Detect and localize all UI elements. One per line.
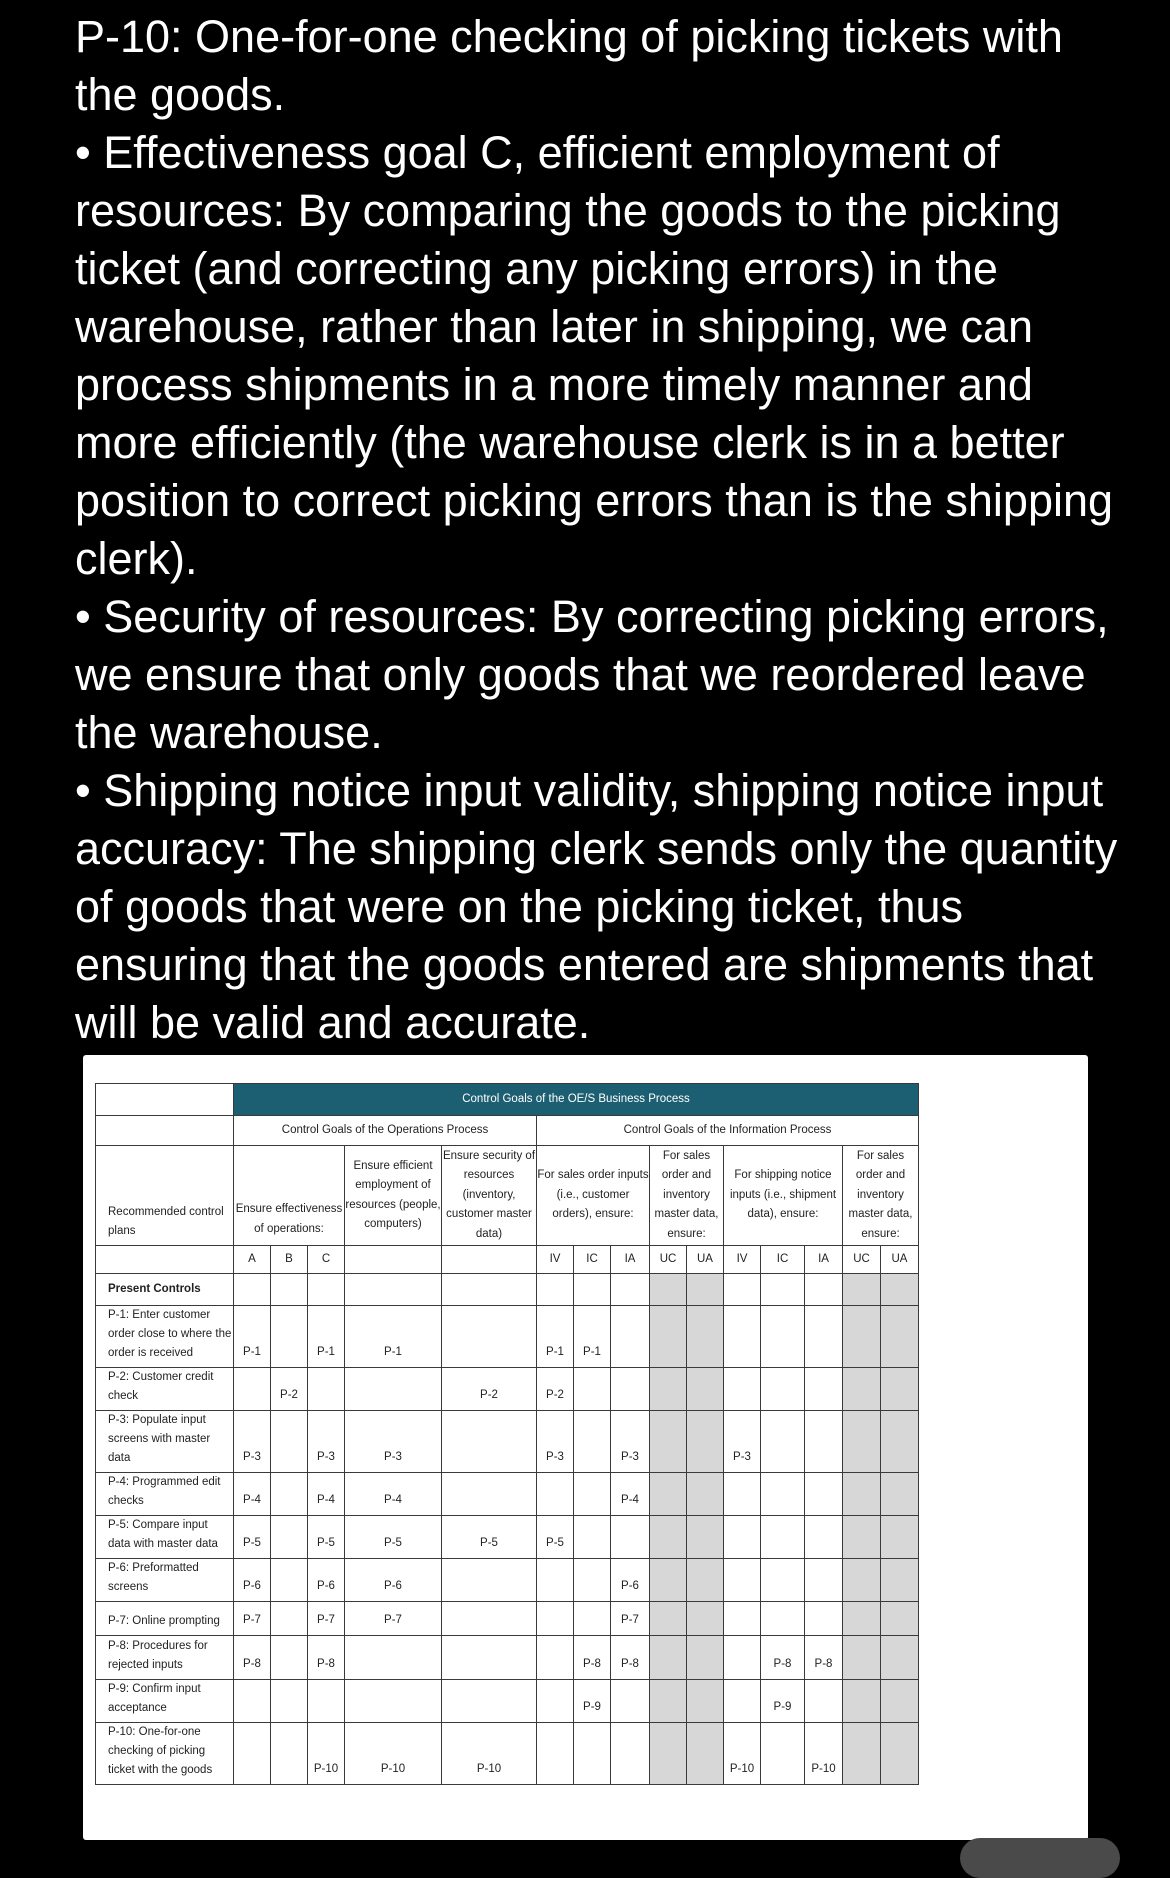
subcol-uc-2: UC	[843, 1246, 881, 1274]
matrix-cell-iv2	[724, 1559, 761, 1602]
shaded-cell	[687, 1636, 724, 1680]
home-indicator	[960, 1838, 1120, 1878]
matrix-cell-iv1	[537, 1636, 574, 1680]
goal-sales-order-inputs: For sales order inputs (i.e., customer orders), ensure:	[537, 1146, 650, 1246]
control-row-label: P-4: Programmed edit checks	[96, 1473, 234, 1516]
matrix-cell-sec	[442, 1559, 537, 1602]
bullet-efficient-employment: • Effectiveness goal C, efficient employment of resources: By comparing the goods to the picking ticket (and correcting any picking errors) in the warehouse, rather than later in shipping, we can process shipments in a more timely manner and more efficiently (the warehouse clerk is in a better position to correct picking errors than is the shipping clerk).	[75, 127, 1114, 584]
matrix-cell-ia1	[611, 1680, 650, 1723]
bullet-security-of-resources: • Security of resources: By correcting picking errors, we ensure that only goods that we reordered leave the warehouse.	[75, 591, 1109, 758]
shaded-cell	[843, 1411, 881, 1473]
shaded-cell	[650, 1368, 687, 1411]
matrix-cell-ia2	[805, 1473, 843, 1516]
matrix-cell-ic1	[574, 1411, 611, 1473]
recommended-control-plans-label: Recommended control plans	[96, 1146, 234, 1246]
shaded-cell	[843, 1516, 881, 1559]
control-row	[96, 1473, 919, 1516]
control-row-label: P-7: Online prompting	[96, 1602, 234, 1636]
matrix-cell-a: P-5	[234, 1516, 271, 1559]
subcol-efficient	[345, 1246, 442, 1274]
shaded-cell	[881, 1473, 919, 1516]
matrix-cell-sec	[442, 1636, 537, 1680]
matrix-cell-ic1	[574, 1602, 611, 1636]
matrix-cell-eff: P-5	[345, 1516, 442, 1559]
control-row	[96, 1516, 919, 1559]
slide-title: P-10: One-for-one checking of picking tickets with the goods.	[75, 11, 1063, 120]
goal-efficient-employment: Ensure efficient employment of resources (people, computers)	[345, 1146, 442, 1246]
shaded-cell	[843, 1680, 881, 1723]
matrix-cell-ic1	[574, 1559, 611, 1602]
control-row	[96, 1602, 919, 1636]
matrix-cell-ic1: P-1	[574, 1306, 611, 1368]
matrix-cell-ia2: P-8	[805, 1636, 843, 1680]
matrix-cell-ic2	[761, 1411, 805, 1473]
matrix-cell-iv1	[537, 1559, 574, 1602]
matrix-cell-ia1	[611, 1723, 650, 1785]
matrix-cell-a	[234, 1680, 271, 1723]
control-row-label: P-2: Customer credit check	[96, 1368, 234, 1411]
shaded-cell	[650, 1559, 687, 1602]
matrix-cell-ia1: P-6	[611, 1559, 650, 1602]
matrix-cell-a: P-7	[234, 1602, 271, 1636]
shaded-cell	[650, 1636, 687, 1680]
matrix-cell-eff: P-7	[345, 1602, 442, 1636]
matrix-cell-ic2: P-8	[761, 1636, 805, 1680]
matrix-cell-c: P-5	[308, 1516, 345, 1559]
matrix-cell-ia2	[805, 1680, 843, 1723]
matrix-cell-c: P-7	[308, 1602, 345, 1636]
matrix-cell-a: P-8	[234, 1636, 271, 1680]
matrix-cell-ia2	[805, 1602, 843, 1636]
matrix-cell-c: P-10	[308, 1723, 345, 1785]
shaded-cell	[650, 1473, 687, 1516]
matrix-cell-ia2	[805, 1368, 843, 1411]
matrix-cell-iv1: P-5	[537, 1516, 574, 1559]
matrix-cell-ic1	[574, 1516, 611, 1559]
subcol-iv: IV	[537, 1246, 574, 1274]
corner-cell	[96, 1084, 234, 1116]
control-row	[96, 1680, 919, 1723]
subcol-ia-shipping: IA	[805, 1246, 843, 1274]
control-row-label: P-1: Enter customer order close to where the order is received	[96, 1306, 234, 1368]
shaded-cell	[650, 1723, 687, 1785]
matrix-cell-sec	[442, 1411, 537, 1473]
matrix-cell-ia2: P-10	[805, 1723, 843, 1785]
matrix-cell-ic2	[761, 1368, 805, 1411]
matrix-cell-sec	[442, 1680, 537, 1723]
matrix-cell-b	[271, 1306, 308, 1368]
control-matrix-table	[95, 1083, 919, 1785]
matrix-cell-sec: P-10	[442, 1723, 537, 1785]
matrix-cell-ic2	[761, 1559, 805, 1602]
shaded-cell	[843, 1723, 881, 1785]
matrix-cell-eff: P-3	[345, 1411, 442, 1473]
matrix-cell-eff: P-4	[345, 1473, 442, 1516]
matrix-cell-ic2	[761, 1602, 805, 1636]
subcol-b: B	[271, 1246, 308, 1274]
matrix-cell-a: P-6	[234, 1559, 271, 1602]
matrix-cell-eff	[345, 1680, 442, 1723]
control-row-label: P-6: Preformatted screens	[96, 1559, 234, 1602]
control-row	[96, 1559, 919, 1602]
control-row-label: P-9: Confirm input acceptance	[96, 1680, 234, 1723]
matrix-cell-ic1: P-9	[574, 1680, 611, 1723]
matrix-cell-c	[308, 1368, 345, 1411]
operations-header: Control Goals of the Operations Process	[234, 1116, 537, 1146]
matrix-cell-a	[234, 1368, 271, 1411]
shaded-cell	[650, 1306, 687, 1368]
shaded-cell	[687, 1602, 724, 1636]
shaded-cell	[881, 1559, 919, 1602]
matrix-cell-ic1	[574, 1473, 611, 1516]
shaded-cell	[843, 1559, 881, 1602]
subcol-ic: IC	[574, 1246, 611, 1274]
shaded-cell	[881, 1516, 919, 1559]
matrix-cell-iv2	[724, 1602, 761, 1636]
matrix-cell-iv2: P-10	[724, 1723, 761, 1785]
shaded-cell	[650, 1516, 687, 1559]
shaded-cell	[843, 1473, 881, 1516]
control-row-label: P-10: One-for-one checking of picking ticket with the goods	[96, 1723, 234, 1785]
information-header: Control Goals of the Information Process	[537, 1116, 919, 1146]
matrix-cell-ia2	[805, 1516, 843, 1559]
shaded-cell	[843, 1368, 881, 1411]
shaded-cell	[650, 1680, 687, 1723]
matrix-cell-ic2	[761, 1473, 805, 1516]
matrix-cell-b	[271, 1516, 308, 1559]
matrix-cell-a: P-1	[234, 1306, 271, 1368]
matrix-cell-sec: P-5	[442, 1516, 537, 1559]
shaded-cell	[687, 1411, 724, 1473]
matrix-cell-iv1	[537, 1723, 574, 1785]
matrix-cell-b	[271, 1723, 308, 1785]
shaded-cell	[650, 1411, 687, 1473]
matrix-cell-sec	[442, 1306, 537, 1368]
goal-security: Ensure security of resources (inventory, customer master data)	[442, 1146, 537, 1246]
matrix-cell-c: P-1	[308, 1306, 345, 1368]
matrix-cell-c: P-3	[308, 1411, 345, 1473]
shaded-cell	[881, 1602, 919, 1636]
matrix-cell-eff: P-6	[345, 1559, 442, 1602]
subcol-iv-shipping: IV	[724, 1246, 761, 1274]
matrix-cell-ic1	[574, 1723, 611, 1785]
matrix-cell-b	[271, 1602, 308, 1636]
slide-text	[75, 8, 1135, 1052]
shaded-cell	[881, 1723, 919, 1785]
matrix-cell-iv2	[724, 1473, 761, 1516]
shaded-cell	[687, 1680, 724, 1723]
matrix-cell-ic2	[761, 1516, 805, 1559]
matrix-cell-iv1	[537, 1680, 574, 1723]
matrix-cell-iv2	[724, 1516, 761, 1559]
subcol-security	[442, 1246, 537, 1274]
control-row	[96, 1723, 919, 1785]
matrix-cell-b	[271, 1559, 308, 1602]
matrix-cell-iv2	[724, 1368, 761, 1411]
subcol-ua-2: UA	[881, 1246, 919, 1274]
matrix-cell-eff	[345, 1368, 442, 1411]
matrix-cell-ia2	[805, 1559, 843, 1602]
subcol-label-cell	[96, 1246, 234, 1274]
subcol-ia: IA	[611, 1246, 650, 1274]
matrix-cell-ia1	[611, 1368, 650, 1411]
subcol-a: A	[234, 1246, 271, 1274]
control-row-label: P-3: Populate input screens with master data	[96, 1411, 234, 1473]
matrix-cell-iv1: P-3	[537, 1411, 574, 1473]
shaded-cell	[881, 1636, 919, 1680]
matrix-cell-b	[271, 1636, 308, 1680]
matrix-cell-c	[308, 1680, 345, 1723]
shaded-cell	[881, 1680, 919, 1723]
matrix-cell-iv1: P-1	[537, 1306, 574, 1368]
matrix-cell-ic2: P-9	[761, 1680, 805, 1723]
matrix-cell-ia1	[611, 1516, 650, 1559]
matrix-cell-sec	[442, 1473, 537, 1516]
matrix-cell-ia1: P-7	[611, 1602, 650, 1636]
matrix-cell-ia1: P-8	[611, 1636, 650, 1680]
matrix-cell-eff: P-10	[345, 1723, 442, 1785]
shaded-cell	[843, 1636, 881, 1680]
shaded-cell	[687, 1368, 724, 1411]
shaded-cell	[687, 1723, 724, 1785]
matrix-cell-b	[271, 1411, 308, 1473]
shaded-cell	[650, 1602, 687, 1636]
present-controls-label: Present Controls	[96, 1274, 234, 1306]
control-row-label: P-8: Procedures for rejected inputs	[96, 1636, 234, 1680]
subcol-ic-shipping: IC	[761, 1246, 805, 1274]
shaded-cell	[843, 1602, 881, 1636]
shaded-cell	[687, 1306, 724, 1368]
control-row	[96, 1411, 919, 1473]
bullet-shipping-notice: • Shipping notice input validity, shipping notice input accuracy: The shipping clerk sends only the quantity of goods that were on the picking ticket, thus ensuring that the goods entered are shipments that will be valid and accurate.	[75, 765, 1118, 1048]
corner-cell-2	[96, 1116, 234, 1146]
matrix-cell-a: P-4	[234, 1473, 271, 1516]
matrix-cell-ia1: P-4	[611, 1473, 650, 1516]
control-row-label: P-5: Compare input data with master data	[96, 1516, 234, 1559]
shaded-cell	[687, 1559, 724, 1602]
matrix-cell-ic1: P-8	[574, 1636, 611, 1680]
matrix-cell-a	[234, 1723, 271, 1785]
matrix-cell-b	[271, 1473, 308, 1516]
matrix-cell-iv2	[724, 1306, 761, 1368]
matrix-cell-eff	[345, 1636, 442, 1680]
matrix-cell-iv1	[537, 1473, 574, 1516]
matrix-cell-a: P-3	[234, 1411, 271, 1473]
main-header: Control Goals of the OE/S Business Process	[234, 1084, 919, 1116]
goal-sales-master-data: For sales order and inventory master data, ensure:	[650, 1146, 724, 1246]
matrix-cell-sec	[442, 1602, 537, 1636]
control-row	[96, 1368, 919, 1411]
matrix-cell-iv1: P-2	[537, 1368, 574, 1411]
goal-sales-master-data-2: For sales order and inventory master data, ensure:	[843, 1146, 919, 1246]
matrix-cell-ia1	[611, 1306, 650, 1368]
control-matrix-figure	[83, 1055, 1088, 1840]
matrix-cell-b	[271, 1680, 308, 1723]
matrix-cell-sec: P-2	[442, 1368, 537, 1411]
shaded-cell	[881, 1368, 919, 1411]
matrix-cell-iv2	[724, 1680, 761, 1723]
control-row	[96, 1636, 919, 1680]
matrix-cell-c: P-4	[308, 1473, 345, 1516]
control-rows	[96, 1306, 919, 1785]
matrix-cell-ia1: P-3	[611, 1411, 650, 1473]
shaded-cell	[687, 1473, 724, 1516]
subcol-uc: UC	[650, 1246, 687, 1274]
matrix-cell-ic1	[574, 1368, 611, 1411]
matrix-cell-iv2: P-3	[724, 1411, 761, 1473]
matrix-cell-iv2	[724, 1636, 761, 1680]
matrix-cell-c: P-8	[308, 1636, 345, 1680]
matrix-cell-iv1	[537, 1602, 574, 1636]
matrix-cell-ia2	[805, 1411, 843, 1473]
matrix-cell-ic2	[761, 1306, 805, 1368]
shaded-cell	[881, 1306, 919, 1368]
shaded-cell	[881, 1411, 919, 1473]
matrix-cell-b: P-2	[271, 1368, 308, 1411]
goal-shipping-notice-inputs: For shipping notice inputs (i.e., shipment data), ensure:	[724, 1146, 843, 1246]
subcol-ua: UA	[687, 1246, 724, 1274]
goal-effectiveness: Ensure effectiveness of operations:	[234, 1146, 345, 1246]
subcol-c: C	[308, 1246, 345, 1274]
control-row	[96, 1306, 919, 1368]
shaded-cell	[843, 1306, 881, 1368]
matrix-cell-ia2	[805, 1306, 843, 1368]
shaded-cell	[687, 1516, 724, 1559]
matrix-cell-c: P-6	[308, 1559, 345, 1602]
matrix-cell-eff: P-1	[345, 1306, 442, 1368]
matrix-cell-ic2	[761, 1723, 805, 1785]
